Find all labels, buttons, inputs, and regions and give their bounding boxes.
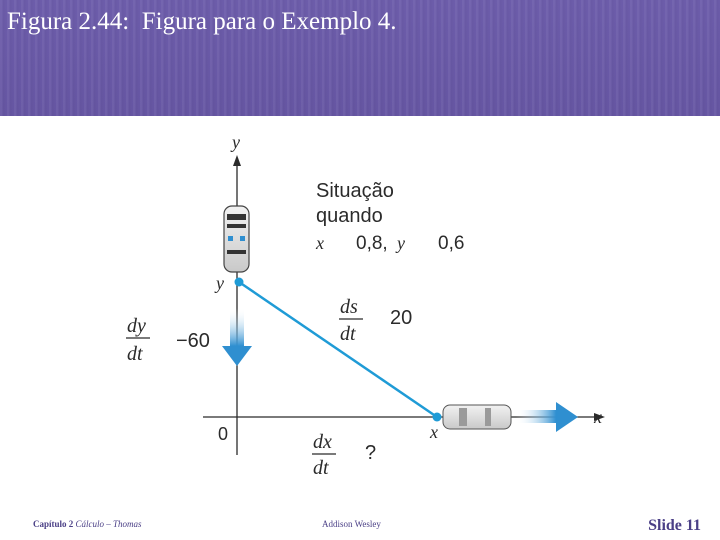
distance-segment bbox=[239, 282, 437, 417]
dy-dt-numerator: dy bbox=[127, 315, 146, 337]
x-axis-label: x bbox=[594, 407, 602, 427]
ds-dt-numerator: ds bbox=[340, 296, 358, 318]
slide-number: Slide 11 bbox=[648, 517, 701, 534]
situation-line2: quando bbox=[316, 205, 383, 227]
down-arrow-icon bbox=[222, 308, 252, 366]
car-icon-horizontal bbox=[443, 405, 511, 429]
ds-dt-denominator: dt bbox=[340, 323, 356, 345]
situation-x-var: x bbox=[316, 233, 324, 253]
origin-label: 0 bbox=[218, 424, 229, 444]
y-axis-label: y bbox=[232, 132, 240, 152]
dy-dt-denominator: dt bbox=[127, 343, 143, 365]
related-rates-diagram bbox=[0, 116, 720, 506]
point-x bbox=[433, 413, 442, 422]
situation-y-value: 0,6 bbox=[438, 233, 465, 254]
footer-book: Cálculo – Thomas bbox=[75, 519, 142, 529]
point-y bbox=[235, 278, 244, 287]
situation-line1: Situação bbox=[316, 180, 394, 202]
header-banner bbox=[0, 0, 720, 116]
point-y-label: y bbox=[216, 273, 224, 293]
dx-dt-value: ? bbox=[365, 442, 377, 464]
ds-dt-value: 20 bbox=[390, 307, 413, 329]
dx-dt-numerator: dx bbox=[313, 431, 332, 453]
point-x-label: x bbox=[430, 422, 438, 442]
footer-publisher: Addison Wesley bbox=[322, 519, 381, 529]
situation-y-var: y bbox=[397, 233, 405, 253]
footer-chapter-info bbox=[33, 519, 142, 529]
dx-dt-denominator: dt bbox=[313, 457, 329, 479]
car-icon-vertical bbox=[224, 206, 249, 272]
slide-title: Figura 2.44: Figura para o Exemplo 4. bbox=[7, 8, 397, 35]
footer-chapter: Capítulo 2 bbox=[33, 519, 74, 529]
situation-x-value: 0,8, bbox=[356, 233, 388, 254]
y-axis-arrowhead bbox=[233, 155, 241, 166]
right-arrow-icon bbox=[516, 402, 578, 432]
dy-dt-value: −60 bbox=[176, 330, 210, 352]
